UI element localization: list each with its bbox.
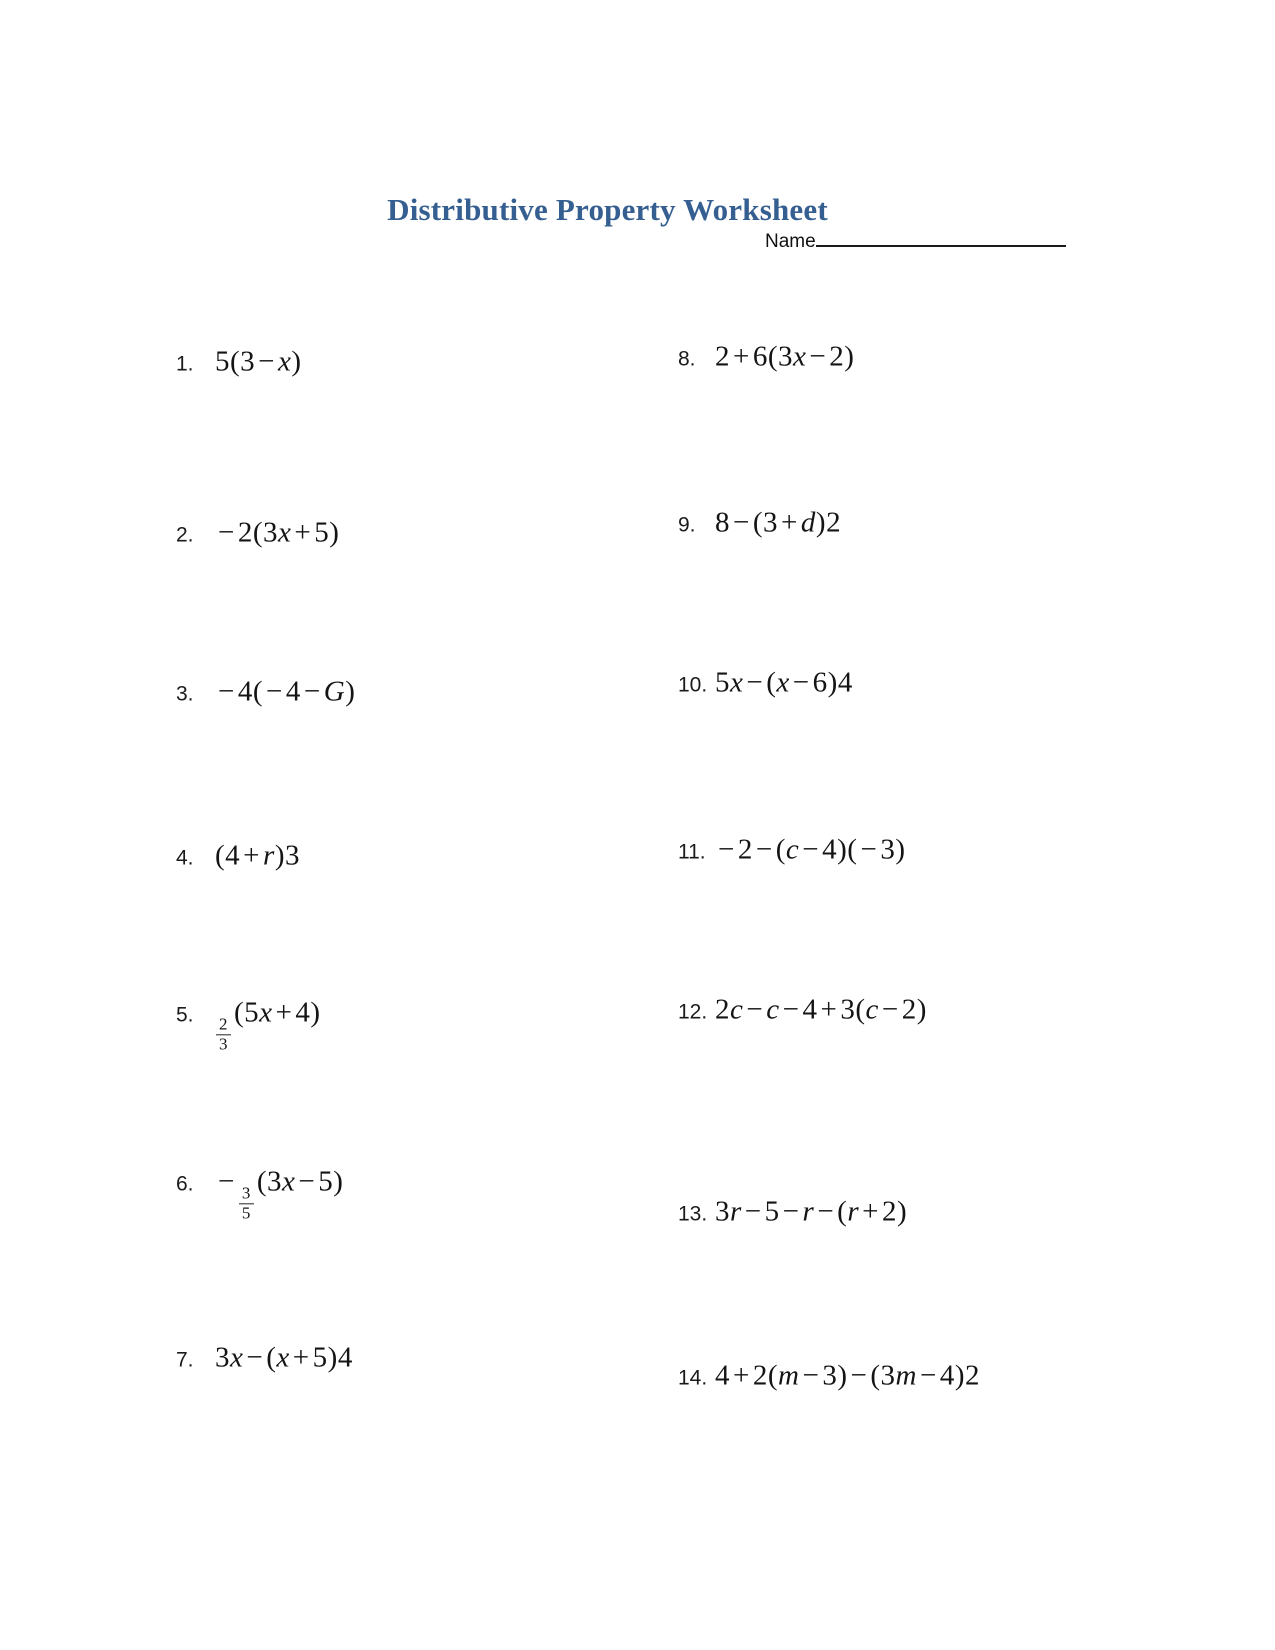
problem-number: 12. [678, 1000, 708, 1024]
problem-row [176, 676, 355, 709]
problem-expression: 3x − (x + 5)4 [215, 1341, 353, 1374]
problem-expression: 2 + 6(3x − 2) [715, 340, 855, 373]
problem-expression: 2c − c − 4 + 3(c − 2) [715, 993, 927, 1026]
problem-number: 7. [176, 1348, 194, 1372]
problem-expression: 3r − 5 − r − (r + 2) [715, 1195, 908, 1228]
problem-expression: 4 + 2(m − 3) − (3m − 4)2 [715, 1359, 981, 1392]
problem-number: 11. [678, 840, 706, 864]
problem-row [176, 1165, 343, 1222]
problem-row [678, 507, 841, 540]
problem-expression: − 4( − 4 − G) [218, 675, 356, 708]
problem-row [176, 346, 302, 379]
name-blank-line [816, 226, 1066, 247]
problem-number: 4. [176, 846, 194, 870]
problem-number: 13. [678, 1202, 708, 1226]
problem-row [678, 834, 906, 867]
problem-number: 1. [176, 352, 194, 376]
fraction: $\frac{2}{3}$ [216, 1015, 231, 1054]
problem-row [678, 994, 927, 1027]
page-title: Distributive Property Worksheet [387, 192, 828, 227]
problem-row [176, 517, 339, 550]
name-label: Name [765, 231, 816, 252]
problem-row [176, 1342, 353, 1375]
problem-expression: 8 − (3 + d)2 [715, 506, 842, 539]
problem-number: 2. [176, 523, 194, 547]
problem-row [678, 1360, 980, 1393]
problem-expression: $\frac{2}{3}$ (5x + 4) [215, 996, 321, 1053]
problem-expression: 5x − (x − 6)4 [715, 666, 853, 699]
problem-expression: − $\frac{3}{5}$ (3x − 5) [218, 1165, 344, 1223]
name-line [765, 226, 1066, 253]
problem-number: 5. [176, 1003, 194, 1027]
problem-expression: − 2(3x + 5) [218, 516, 340, 549]
problem-number: 10. [678, 673, 708, 697]
problem-number: 14. [678, 1366, 708, 1390]
problem-row [678, 1196, 907, 1229]
problem-number: 9. [678, 513, 696, 537]
problem-expression: (4 + r)3 [215, 839, 300, 872]
problem-expression: − 2 − (c − 4)( − 3) [718, 833, 906, 866]
fraction: $\frac{3}{5}$ [239, 1184, 254, 1223]
problem-row [176, 840, 300, 873]
problem-row [678, 341, 854, 374]
problem-number: 8. [678, 347, 696, 371]
problem-row [678, 667, 853, 700]
problem-row [176, 996, 321, 1053]
problem-expression: 5(3 − x) [215, 345, 302, 378]
problem-number: 3. [176, 682, 194, 706]
problem-number: 6. [176, 1172, 194, 1196]
